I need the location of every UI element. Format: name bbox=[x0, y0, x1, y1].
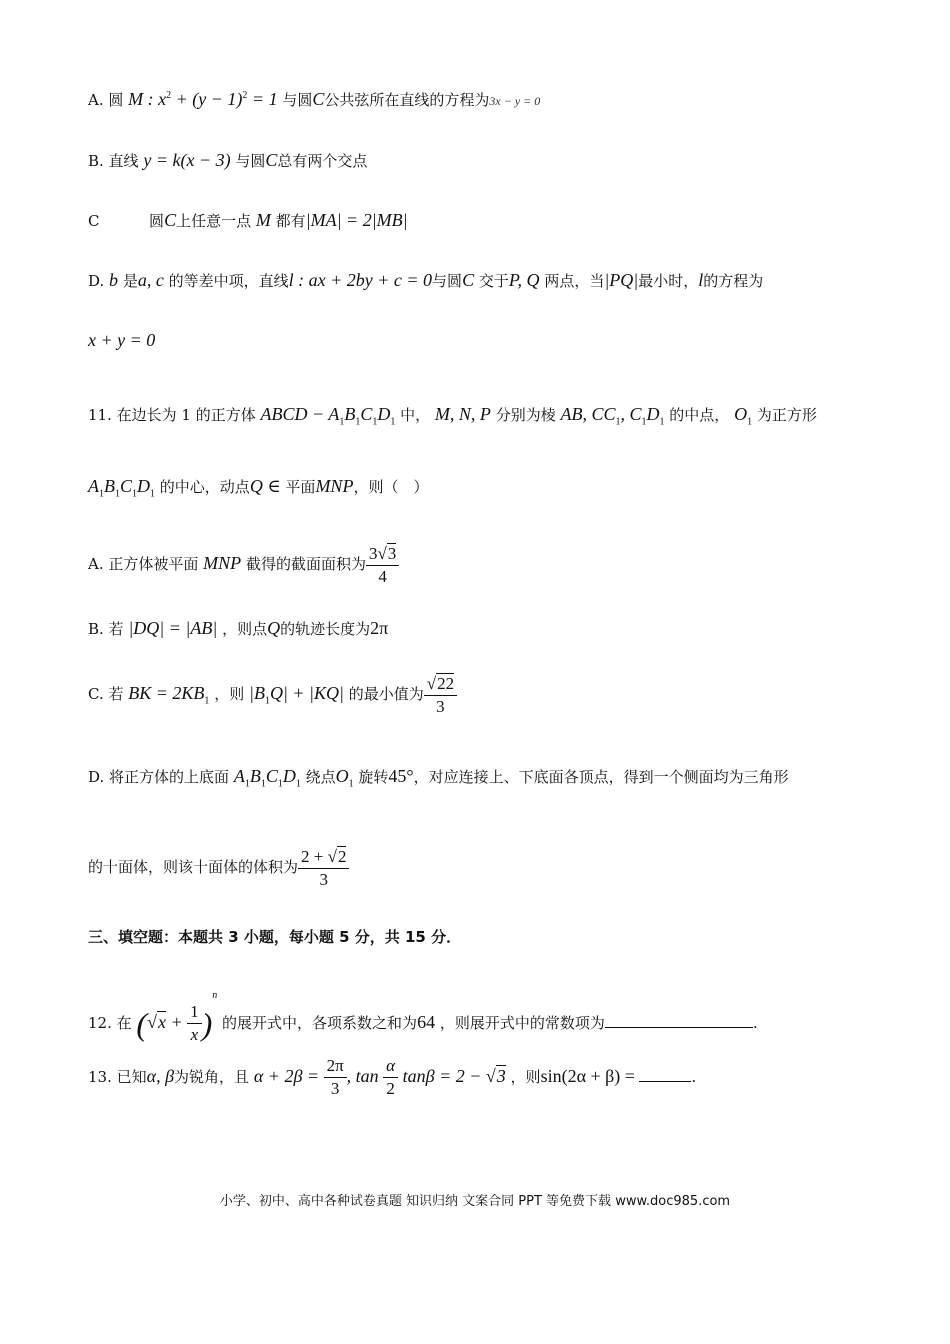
q10-option-b: B. 直线 y = k(x − 3) 与圆C总有两个交点 bbox=[88, 150, 368, 170]
q11-stem-line2: $A_1B_1C_1D_1$ 的中心，动点Q ∈ 平面MNP，则（ ） bbox=[88, 476, 429, 500]
q13-question: 13. 已知α, β为锐角，且 α + 2β = $\frac{2\pi}{3}$ , tan $\frac{\alpha}{2}$ tanβ = 2 − √3 ，则sin(2α + β) = . bbox=[88, 1056, 697, 1099]
q11-option-d: D. 将正方体的上底面 $A_1B_1C_1D_1$ 绕点$O_1$ 旋转45°，对应连接上、下底面各顶点，得到一个侧面均为三角形 bbox=[88, 766, 789, 790]
fraction-2-plus-sqrt2-over-3: $\frac{2 + √2}{3}$ bbox=[298, 846, 349, 891]
binomial-expression: (√x + $\frac{1}{x}$ )$^n$ bbox=[136, 990, 218, 1045]
q10-option-d: D. b 是a, c 的等差中项，直线l : ax + 2by + c = 0与圆C 交于P, Q 两点，当|PQ|最小时，l的方程为 bbox=[88, 270, 764, 290]
q12-question: 12. 在 (√x + $\frac{1}{x}$ )$^n$ 的展开式中，各项系数之和为64 ，则展开式中的常数项为 . bbox=[88, 990, 758, 1045]
q11-option-d-line2: 的十面体，则该十面体的体积为 $\frac{2 + √2}{3}$ bbox=[88, 842, 349, 892]
section-heading: 三、填空题：本题共 3 小题，每小题 5 分，共 15 分． bbox=[88, 928, 462, 946]
line-l-equation: l : ax + 2by + c = 0 bbox=[288, 270, 433, 290]
q10-option-d-answer: x + y = 0 bbox=[88, 330, 156, 350]
cube-name: ABCD − $A_1B_1C_1D_1$ bbox=[260, 404, 396, 428]
q13-answer-blank[interactable] bbox=[639, 1065, 691, 1082]
edges-list: AB, $CC_1$, $C_1D_1$ bbox=[560, 404, 665, 428]
q10-option-c: C 圆C上任意一点 M 都有|MA| = 2|MB| bbox=[88, 210, 408, 230]
q11-option-a: A. 正方体被平面 MNP 截得的截面面积为 $\frac{3√3}{4}$ bbox=[88, 538, 399, 589]
q11-stem-line1: 11. 在边长为 1 的正方体 ABCD − $A_1B_1C_1D_1$ 中， M, N, P 分别为棱 AB, $CC_1$, $C_1D_1$ 的中点， $O_1$ 为正方形 bbox=[88, 404, 817, 428]
fraction-sqrt22-over-3: $\frac{√22}{3}$ bbox=[424, 673, 457, 718]
chord-line-equation: 3x − y = 0 bbox=[489, 94, 541, 108]
square-name: $A_1B_1C_1D_1$ bbox=[88, 476, 156, 500]
line-equation: y = k(x − 3) bbox=[143, 150, 231, 170]
q12-answer-blank[interactable] bbox=[605, 1011, 753, 1028]
q11-option-b: B. 若 |DQ| = |AB| ，则点Q的轨迹长度为2π bbox=[88, 618, 389, 638]
angle-equations: α + 2β = $\frac{2\pi}{3}$ , tan $\frac{\alpha}{2}$ tanβ = 2 − √3 bbox=[253, 1056, 506, 1099]
circle-m-equation: M : $x^2 + (y - 1)^2 = 1$ bbox=[128, 89, 278, 109]
fraction-3sqrt3-over-4: $\frac{3√3}{4}$ bbox=[366, 543, 399, 588]
q11-option-c: C. 若 BK = $2KB_1$ ，则 $|B_1Q| + |KQ|$ 的最小值为 $\frac{√22}{3}$ bbox=[88, 668, 457, 727]
distance-relation: |MA| = 2|MB| bbox=[305, 210, 408, 230]
page-footer: 小学、初中、高中各种试卷真题 知识归纳 文案合同 PPT 等免费下载 www.doc985.com bbox=[219, 1194, 731, 1209]
q10-option-a: A. 圆 M : $x^2 + (y - 1)^2 = 1$ 与圆C公共弦所在直线的方程为3x − y = 0 bbox=[88, 89, 541, 109]
